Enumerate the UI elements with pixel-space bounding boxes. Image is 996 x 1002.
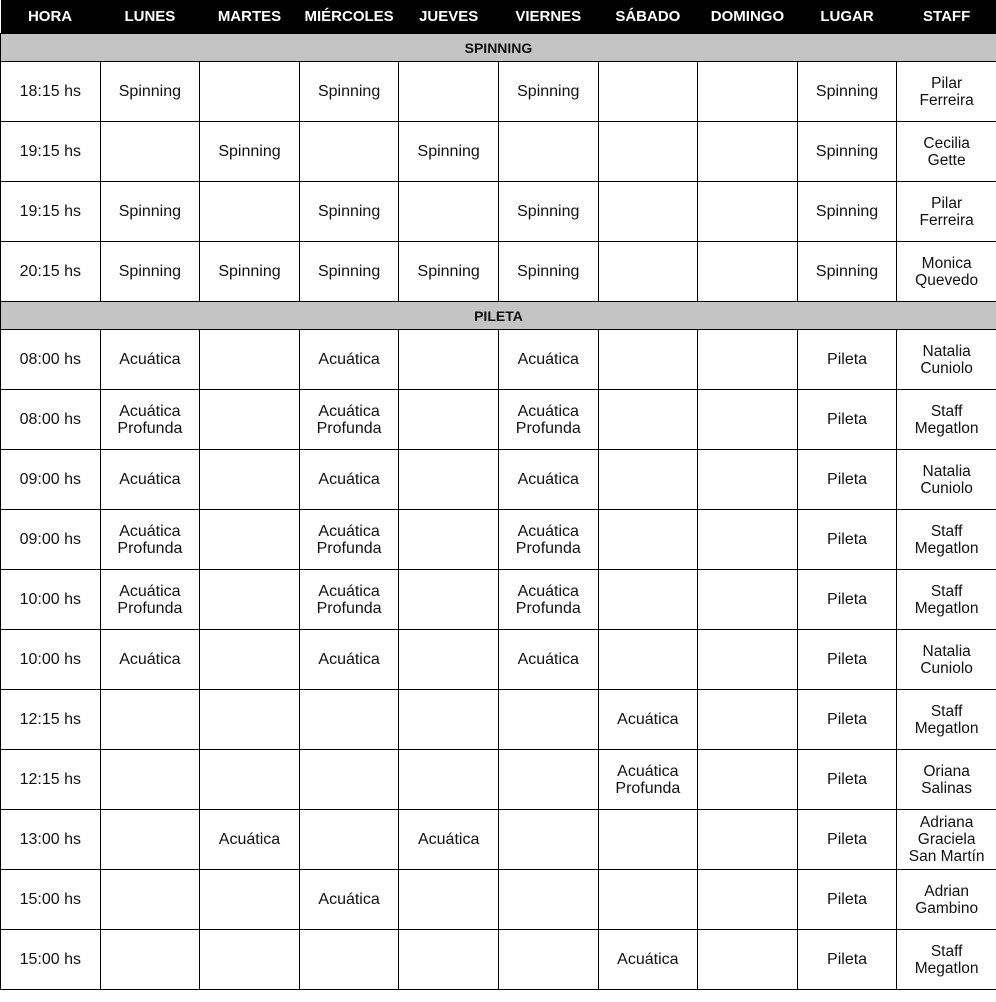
cell-hora: 09:00 hs: [1, 510, 101, 570]
cell-hora: 12:15 hs: [1, 690, 101, 750]
cell-viernes: Spinning: [498, 62, 598, 122]
cell-viernes: Acuática Profunda: [498, 390, 598, 450]
cell-martes: [200, 182, 300, 242]
cell-lugar: Pileta: [797, 390, 897, 450]
section-title: SPINNING: [1, 34, 996, 62]
cell-staff: Staff Megatlon: [897, 930, 996, 990]
cell-lunes: [100, 870, 200, 930]
table-row: [1, 930, 996, 990]
cell-hora: 13:00 hs: [1, 810, 101, 870]
table-row: [1, 122, 996, 182]
cell-jueves: [399, 570, 499, 630]
cell-martes: [200, 750, 300, 810]
cell-jueves: [399, 630, 499, 690]
cell-staff: Cecilia Gette: [897, 122, 996, 182]
cell-lugar: Pileta: [797, 510, 897, 570]
cell-miercoles: Spinning: [299, 182, 399, 242]
cell-sabado: [598, 330, 698, 390]
cell-martes: [200, 630, 300, 690]
cell-martes: [200, 330, 300, 390]
cell-sabado: [598, 122, 698, 182]
cell-hora: 20:15 hs: [1, 242, 101, 302]
cell-staff: Staff Megatlon: [897, 510, 996, 570]
cell-lugar: Spinning: [797, 182, 897, 242]
column-header-martes: MARTES: [200, 0, 300, 34]
cell-domingo: [698, 330, 798, 390]
cell-jueves: [399, 870, 499, 930]
cell-jueves: [399, 390, 499, 450]
cell-lunes: Spinning: [100, 182, 200, 242]
cell-lunes: Acuática: [100, 330, 200, 390]
table-row: [1, 450, 996, 510]
table-row: [1, 750, 996, 810]
cell-viernes: [498, 690, 598, 750]
cell-domingo: [698, 810, 798, 870]
cell-lugar: Pileta: [797, 930, 897, 990]
column-header-lunes: LUNES: [100, 0, 200, 34]
cell-miercoles: Spinning: [299, 62, 399, 122]
cell-domingo: [698, 122, 798, 182]
cell-martes: [200, 570, 300, 630]
cell-martes: [200, 510, 300, 570]
cell-miercoles: Acuática: [299, 870, 399, 930]
table-row: [1, 330, 996, 390]
cell-miercoles: [299, 690, 399, 750]
cell-staff: Natalia Cuniolo: [897, 330, 996, 390]
cell-lugar: Pileta: [797, 690, 897, 750]
cell-miercoles: Acuática Profunda: [299, 570, 399, 630]
column-header-viernes: VIERNES: [498, 0, 598, 34]
cell-jueves: [399, 182, 499, 242]
cell-sabado: [598, 62, 698, 122]
cell-sabado: [598, 242, 698, 302]
cell-hora: 10:00 hs: [1, 630, 101, 690]
cell-staff: Pilar Ferreira: [897, 182, 996, 242]
cell-viernes: Spinning: [498, 182, 598, 242]
cell-lugar: Spinning: [797, 242, 897, 302]
cell-domingo: [698, 62, 798, 122]
cell-domingo: [698, 750, 798, 810]
cell-domingo: [698, 242, 798, 302]
table-row: [1, 810, 996, 870]
cell-jueves: Acuática: [399, 810, 499, 870]
table-row: [1, 390, 996, 450]
header-row: [1, 0, 996, 34]
cell-martes: [200, 870, 300, 930]
cell-domingo: [698, 570, 798, 630]
cell-miercoles: Acuática: [299, 630, 399, 690]
cell-jueves: [399, 450, 499, 510]
cell-lunes: [100, 750, 200, 810]
section-title: PILETA: [1, 302, 996, 330]
cell-sabado: [598, 870, 698, 930]
cell-sabado: Acuática: [598, 690, 698, 750]
cell-jueves: [399, 690, 499, 750]
cell-martes: [200, 450, 300, 510]
cell-jueves: [399, 510, 499, 570]
cell-viernes: [498, 930, 598, 990]
cell-viernes: [498, 122, 598, 182]
cell-martes: [200, 690, 300, 750]
cell-hora: 09:00 hs: [1, 450, 101, 510]
cell-staff: Staff Megatlon: [897, 390, 996, 450]
cell-lugar: Pileta: [797, 810, 897, 870]
cell-hora: 15:00 hs: [1, 870, 101, 930]
cell-sabado: [598, 810, 698, 870]
cell-lunes: Spinning: [100, 242, 200, 302]
cell-miercoles: Acuática: [299, 450, 399, 510]
cell-staff: Staff Megatlon: [897, 570, 996, 630]
table-row: [1, 570, 996, 630]
table-row: [1, 630, 996, 690]
cell-lugar: Pileta: [797, 330, 897, 390]
cell-domingo: [698, 870, 798, 930]
cell-lunes: Acuática Profunda: [100, 570, 200, 630]
cell-sabado: Acuática: [598, 930, 698, 990]
cell-staff: Oriana Salinas: [897, 750, 996, 810]
cell-martes: [200, 930, 300, 990]
cell-hora: 12:15 hs: [1, 750, 101, 810]
cell-viernes: [498, 810, 598, 870]
cell-viernes: Acuática: [498, 330, 598, 390]
cell-viernes: Acuática: [498, 630, 598, 690]
cell-viernes: [498, 750, 598, 810]
cell-lugar: Pileta: [797, 870, 897, 930]
cell-lugar: Pileta: [797, 750, 897, 810]
cell-lunes: [100, 810, 200, 870]
table-row: [1, 182, 996, 242]
cell-miercoles: Spinning: [299, 242, 399, 302]
cell-jueves: [399, 750, 499, 810]
cell-miercoles: Acuática Profunda: [299, 510, 399, 570]
table-row: [1, 870, 996, 930]
column-header-lugar: LUGAR: [797, 0, 897, 34]
cell-domingo: [698, 450, 798, 510]
column-header-miercoles: MIÉRCOLES: [299, 0, 399, 34]
cell-lugar: Spinning: [797, 122, 897, 182]
cell-miercoles: [299, 750, 399, 810]
cell-hora: 08:00 hs: [1, 330, 101, 390]
cell-miercoles: [299, 122, 399, 182]
cell-domingo: [698, 690, 798, 750]
cell-miercoles: [299, 810, 399, 870]
cell-domingo: [698, 930, 798, 990]
cell-staff: Natalia Cuniolo: [897, 450, 996, 510]
cell-viernes: Acuática: [498, 450, 598, 510]
cell-viernes: Acuática Profunda: [498, 570, 598, 630]
cell-hora: 15:00 hs: [1, 930, 101, 990]
column-header-hora: HORA: [1, 0, 101, 34]
table-row: [1, 62, 996, 122]
cell-lunes: Acuática Profunda: [100, 390, 200, 450]
cell-jueves: [399, 930, 499, 990]
cell-domingo: [698, 630, 798, 690]
cell-viernes: Acuática Profunda: [498, 510, 598, 570]
schedule-body: [1, 34, 996, 990]
cell-sabado: Acuática Profunda: [598, 750, 698, 810]
cell-viernes: Spinning: [498, 242, 598, 302]
cell-lugar: Pileta: [797, 570, 897, 630]
column-header-sabado: SÁBADO: [598, 0, 698, 34]
cell-miercoles: Acuática Profunda: [299, 390, 399, 450]
cell-jueves: Spinning: [399, 122, 499, 182]
column-header-staff: STAFF: [897, 0, 996, 34]
cell-domingo: [698, 390, 798, 450]
cell-sabado: [598, 182, 698, 242]
cell-lunes: [100, 690, 200, 750]
cell-jueves: [399, 62, 499, 122]
cell-sabado: [598, 630, 698, 690]
cell-domingo: [698, 182, 798, 242]
cell-sabado: [598, 570, 698, 630]
cell-staff: Adriana Graciela San Martín: [897, 810, 996, 870]
cell-lugar: Pileta: [797, 450, 897, 510]
section-row: [1, 34, 996, 62]
cell-hora: 19:15 hs: [1, 182, 101, 242]
column-header-domingo: DOMINGO: [698, 0, 798, 34]
cell-jueves: [399, 330, 499, 390]
cell-viernes: [498, 870, 598, 930]
cell-staff: Natalia Cuniolo: [897, 630, 996, 690]
cell-jueves: Spinning: [399, 242, 499, 302]
cell-domingo: [698, 510, 798, 570]
cell-miercoles: [299, 930, 399, 990]
cell-lunes: Acuática Profunda: [100, 510, 200, 570]
cell-hora: 18:15 hs: [1, 62, 101, 122]
cell-staff: Adrian Gambino: [897, 870, 996, 930]
cell-miercoles: Acuática: [299, 330, 399, 390]
cell-hora: 10:00 hs: [1, 570, 101, 630]
table-row: [1, 242, 996, 302]
cell-lugar: Pileta: [797, 630, 897, 690]
cell-staff: Monica Quevedo: [897, 242, 996, 302]
column-header-jueves: JUEVES: [399, 0, 499, 34]
section-row: [1, 302, 996, 330]
table-row: [1, 690, 996, 750]
cell-sabado: [598, 510, 698, 570]
cell-hora: 08:00 hs: [1, 390, 101, 450]
cell-staff: Pilar Ferreira: [897, 62, 996, 122]
cell-lugar: Spinning: [797, 62, 897, 122]
cell-martes: [200, 62, 300, 122]
cell-sabado: [598, 450, 698, 510]
cell-lunes: [100, 930, 200, 990]
cell-lunes: Spinning: [100, 62, 200, 122]
cell-lunes: Acuática: [100, 630, 200, 690]
cell-martes: [200, 390, 300, 450]
cell-sabado: [598, 390, 698, 450]
table-row: [1, 510, 996, 570]
cell-staff: Staff Megatlon: [897, 690, 996, 750]
cell-martes: Acuática: [200, 810, 300, 870]
cell-hora: 19:15 hs: [1, 122, 101, 182]
cell-lunes: [100, 122, 200, 182]
cell-lunes: Acuática: [100, 450, 200, 510]
cell-martes: Spinning: [200, 122, 300, 182]
cell-martes: Spinning: [200, 242, 300, 302]
